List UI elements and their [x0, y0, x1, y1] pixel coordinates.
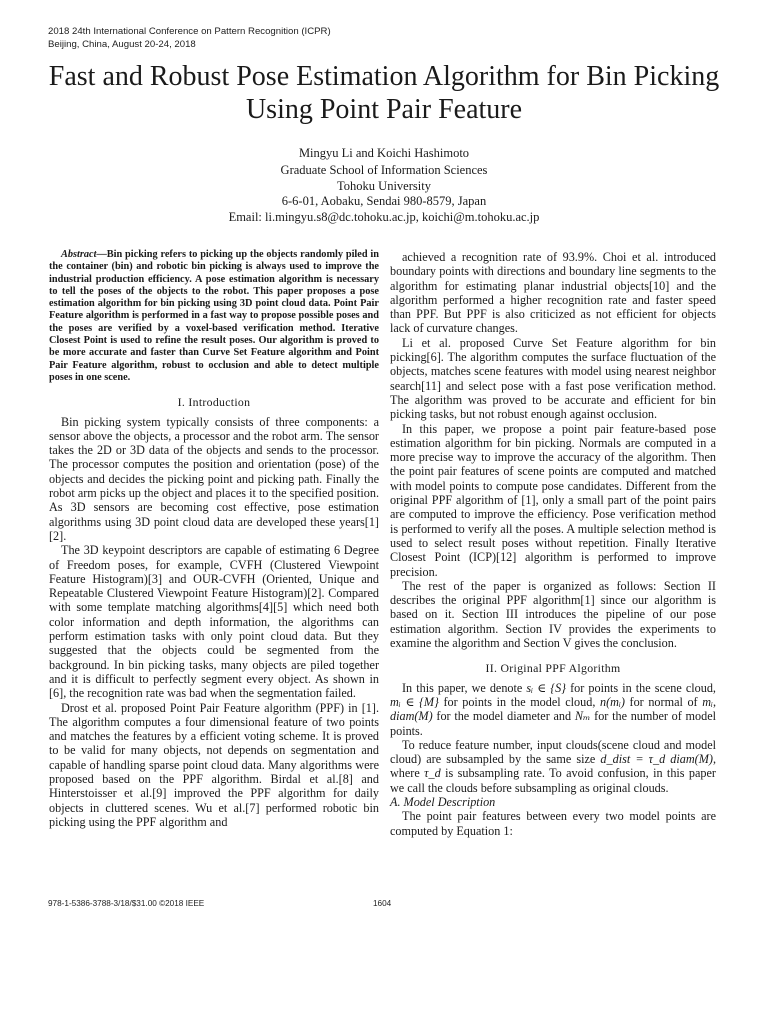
text-run: To reduce feature number, input clouds(scene cloud and model cloud) are subsampled by the same size [390, 737, 716, 767]
paragraph: The 3D keypoint descriptors are capable of estimating 6 Degree of Freedom poses, for example, CVFH (Clustered Viewpoint Feature Histogram)[3] and OUR-CVFH (Oriented, Unique and Repeatable Clustered Viewpoint Feature Histogram)[2]. Compared with some template matching algorithms[4][5] which need both color information and depth information, the algorithms can perform estimation tasks with only point cloud data. But they suggested that the objects could be segmented from the background. In bin picking tasks, many objects are piled together and it is difficult to perfectly segment every object. As shown in [6], the recognition rate was bad when the segmentation failed. [49, 543, 379, 701]
section-heading-original-ppf: II. Original PPF Algorithm [485, 661, 621, 676]
paragraph: achieved a recognition rate of 93.9%. Choi et al. introduced boundary points with directions and boundary line segments to the algorithm for estimating planar industrial objects[10] and the algorithm performed a higher recognition rate and faster speed than PPF. But PPF is also criticized as not efficient for objects lack of curvature changes. [390, 250, 716, 336]
subsection-heading-model-description: A. Model Description [390, 794, 496, 809]
text-run: for points in the model cloud, [438, 694, 600, 709]
math-normal: n(mᵢ) [599, 694, 625, 709]
math-ddist: d_dist = τ_d diam(M) [600, 752, 713, 767]
abstract [49, 249, 379, 384]
abstract-label: Abstract [61, 249, 97, 260]
paragraph: Li et al. proposed Curve Set Feature algorithm for bin picking[6]. The algorithm computes the surface fluctuation of the objects, matches scene features with model using nearest neighbor search[11] and select pose with a fast pose verification method. The algorithm was proved to be accurate and efficient for bin picking tasks, but not robust enough against occlusion. [390, 335, 716, 422]
footer-isbn: 978-1-5386-3788-3/18/$31.00 ©2018 IEEE [48, 899, 205, 908]
author-address: 6-6-01, Aobaku, Sendai 980-8579, Japan [281, 194, 487, 209]
paragraph: The rest of the paper is organized as follows: Section II describes the original PPF algorithm[1] since our algorithm is based on it. Section III introduces the pipeline of our pose estimation algorithm. Section IV provides the experiments to examine the algorithm and Section V gives the conclusion. [390, 578, 716, 651]
math-model-point: mᵢ [702, 694, 713, 709]
text-run: for normal of [624, 694, 703, 709]
math-model-count: Nₘ [574, 709, 591, 724]
text-run: , where [390, 752, 717, 781]
conference-header [48, 25, 448, 51]
page-number: 1604 [373, 899, 392, 908]
paragraph-subsampling [390, 738, 716, 795]
author-email: Email: li.mingyu.s8@dc.tohoku.ac.jp, koichi@m.tohoku.ac.jp [228, 210, 540, 225]
text-run: , [712, 694, 716, 709]
author-block [100, 146, 668, 226]
math-scene-points: sᵢ ∈ {S} [526, 680, 567, 695]
text-run: for the number of model points. [390, 709, 716, 738]
text-run: In this paper, we denote [402, 680, 527, 695]
author-school: Graduate School of Information Sciences [280, 162, 488, 177]
conference-location-date: Beijing, China, August 20-24, 2018 [48, 39, 196, 50]
author-names: Mingyu Li and Koichi Hashimoto [298, 146, 470, 160]
conference-name: 2018 24th International Conference on Pattern Recognition (ICPR) [48, 26, 331, 37]
right-column [390, 250, 716, 838]
paragraph: Drost et al. proposed Point Pair Feature algorithm (PPF) in [1]. The algorithm computes a four dimensional feature of two points and matches the features by a efficient voting scheme. It is proved to be valid for many objects, not depends on segmentation and capable of handling sparse point cloud data. Many algorithms were proposed based on the PPF algorithm. Birdal et al.[8] and Hinterstoisser et al.[9] improved the PPF algorithm for daily objects in cluttered scenes. Wu et al.[7] performed robotic bin picking using the PPF algorithm and [49, 700, 379, 829]
text-run: for the model diameter and [432, 709, 575, 724]
paragraph: In this paper, we propose a point pair feature-based pose estimation algorithm for bin picking. Normals are computed in a more precise way to improve the accuracy of the algorithm. Then the point pair features of scene points are computed and matched with model points to compute pose candidates. Different from the original PPF algorithm of [1], only a small part of the point pairs are computed to improve the efficiency. Pose verification method is performed to verify all the poses. A multiple selection method is used to select result poses without repetition. Finally Iterative Closest Point (ICP)[12] algorithm is performed to improve precision. [390, 421, 716, 579]
left-column [49, 249, 379, 829]
text-run: is subsampling rate. To avoid confusion, in this paper we call the clouds before subsampling as original clouds. [390, 766, 716, 795]
text-run: for points in the scene cloud, [566, 680, 716, 695]
math-tau: τ_d [424, 766, 441, 781]
math-model-points: mᵢ ∈ {M} [390, 694, 439, 709]
abstract-text: —Bin picking refers to picking up the objects randomly piled in the container (bin) and robotic bin picking is always used to improve the industrial production efficiency. A pose estimation algorithm is necessary to tell the poses of the objects to the robot. This paper proposes a pose estimation algorithm for bin picking using 3D point cloud data. Point Pair Feature algorithm is performed in a fast way to propose possible poses and the poses are verified by a voxel-based verification method. Iterative Closest Point is used to refine the result poses. Our algorithm is proved to be more accurate and faster than Curve Set Feature algorithm and Point Pair Feature algorithm, robust to occlusion and able to detect multiple poses in one scene. [49, 249, 379, 383]
math-diameter: diam(M) [390, 709, 433, 724]
paper-title: Fast and Robust Pose Estimation Algorithm for Bin Picking Using Point Pair Feature [48, 61, 720, 125]
author-university: Tohoku University [337, 178, 431, 193]
section-heading-introduction: I. Introduction [177, 395, 251, 410]
paragraph: Bin picking system typically consists of three components: a sensor above the objects, a processor and the robot arm. The sensor takes the 2D or 3D data of the objects and sends to the processor. The processor computes the position and orientation (pose) of the objects and decides the picking point and picking path. Finally the robot arm picks up the object and places it to the specified position. As 3D sensors are becoming cost effective, pose estimation algorithms using 3D point cloud data are developed these years[1][2]. [49, 414, 379, 543]
paragraph: The point pair features between every two model points are computed by Equation 1: [390, 809, 716, 838]
paragraph-notation [390, 681, 716, 738]
